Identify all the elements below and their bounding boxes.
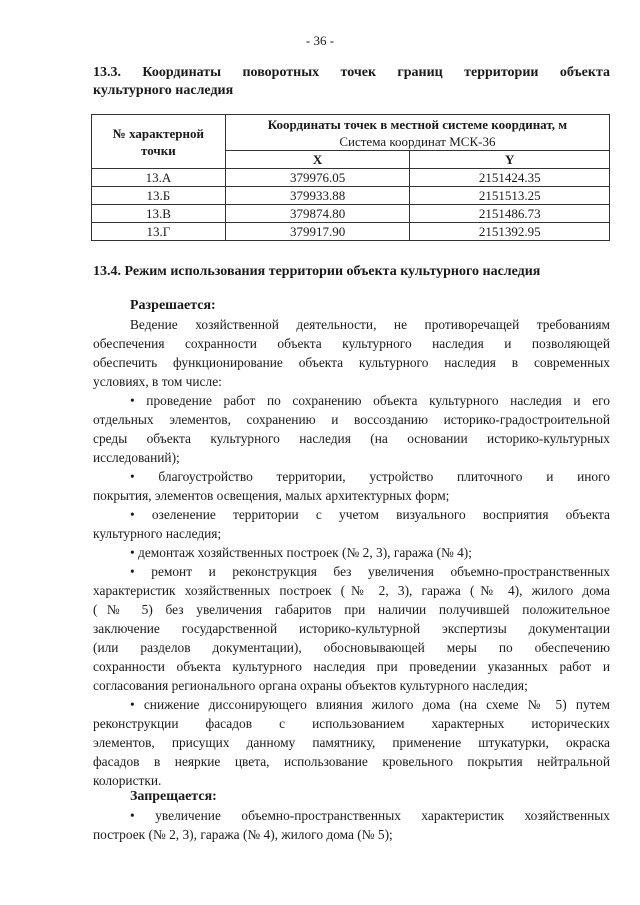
bullet-dissonance: • снижение диссонирующего влияния жилого дома (на схеме № 5) путем реконструкции фасадов с использованием характерных исторических элементов, присущих данному памятнику, применение штукатурки, окраска фасадов в неяркие цвета, использование кровельного покрытия нейтральной колористки. — [93, 697, 610, 788]
table-row: 13.Г 379917.90 2151392.95 — [92, 223, 610, 241]
bullet-greening: • озеленение территории с учетом визуального восприятия объекта культурного наследия; — [93, 507, 610, 541]
y-header: Y — [410, 151, 610, 169]
intro-paragraph: Ведение хозяйственной деятельности, не противоречащей требованиям обеспечения сохранности объекта культурного наследия и позволяющей обеспечить функционирование объекта культурного наследия в современных условиях, в том числе: — [93, 317, 610, 389]
table-row: 13.Б 379933.88 2151513.25 — [92, 187, 610, 205]
allowed-heading: Разрешается: — [130, 298, 216, 313]
coordinates-table — [91, 114, 610, 241]
page-number: - 36 - — [305, 33, 335, 48]
section-13-3-title-line1: 13.3. Координаты поворотных точек границ территории объекта — [93, 65, 610, 80]
col-point-header: № характерной точки — [92, 115, 226, 169]
forbidden-heading: Запрещается: — [130, 789, 217, 804]
bullet-dismantling: • демонтаж хозяйственных построек (№ 2, 3), гаража (№ 4); — [130, 545, 472, 560]
table-header-row — [92, 115, 610, 151]
bullet-conservation: • проведение работ по сохранению объекта культурного наследия и его отдельных элементов, сохранению и воссозданию историко-градостроительной среды объекта культурного наследия (на основании историко-культурных исследований); — [93, 393, 610, 465]
bullet-forbidden-increase: • увеличение объемно-пространственных характеристик хозяйственных построек (№ 2, 3), гаража (№ 4), жилого дома (№ 5); — [93, 808, 610, 842]
section-13-3-title-line2: культурного наследия — [93, 83, 234, 98]
table-row: 13.А 379976.05 2151424.35 — [92, 169, 610, 187]
col-coords-header: Координаты точек в местной системе координат, м Система координат МСК-36 — [225, 115, 609, 151]
x-header: X — [225, 151, 410, 169]
section-13-4-title: 13.4. Режим использования территории объекта культурного наследия — [93, 264, 541, 279]
bullet-landscaping: • благоустройство территории, устройство плиточного и иного покрытия, элементов освещения, малых архитектурных форм; — [93, 469, 610, 503]
table-row: 13.В 379874.80 2151486.73 — [92, 205, 610, 223]
bullet-repair: • ремонт и реконструкция без увеличения объемно-пространственных характеристик хозяйственных построек (№ 2, 3), гаража (№ 4), жилого дома (№ 5) без увеличения габаритов при наличии получившей положительное заключение государственной историко-культурной экспертизы документации (или разделов документации), обосновывающей меры по обеспечению сохранности объекта культурного наследия при проведении указанных работ и согласования регионального органа охраны объектов культурного наследия; — [93, 564, 610, 693]
